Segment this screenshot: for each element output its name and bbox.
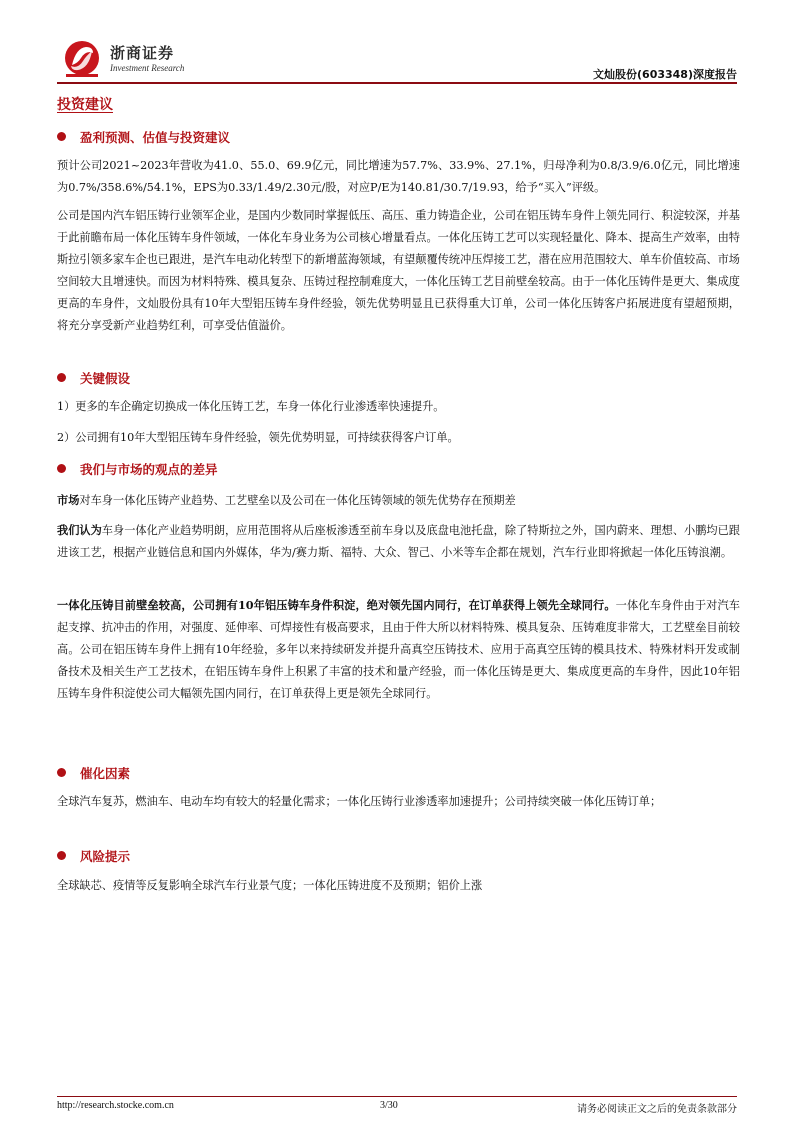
paragraph-company-overview: 公司是国内汽车铝压铸行业领军企业，是国内少数同时掌握低压、高压、重力铸造企业，公司在铝压铸车身件上领先同行、积淀较深，并基于此前瞻布局一体化压铸车身件领域，一体化车身业务为公司核心增量看点。一体化压铸工艺可以实现轻量化、降本、提高生产效率，由特斯拉引领多家车企也已跟进，是汽车电动化转型下的新增蓝海领域，有望颠覆传统冲压焊接工艺，潜在应用范围较大、单车价值较高、市场空间较大且增速快。而因为材料特殊、模具复杂、压铸过程控制难度大，一体化压铸工艺目前壁垒较高。由于一体化压铸件是更大、集成度更高的车身件，文灿股份具有10年大型铝压铸车身件经验，领先优势明显且已获得重大订单，公司一体化压铸客户拓展进度有望超预期，将充分享受新产业趋势红利，可享受估值溢价。 xyxy=(57,209,740,332)
footer-url-link[interactable]: http://research.stocke.com.cn xyxy=(57,1100,174,1111)
bullet-dot-icon xyxy=(57,768,66,777)
heading-catalysts: 催化因素 xyxy=(57,764,130,782)
market-label: 市场 xyxy=(57,493,80,507)
section-title: 投资建议 xyxy=(57,97,113,113)
logo-english-name: Investment Research xyxy=(110,63,185,73)
paragraph-our-view: 我们认为车身一体化产业趋势明朗，应用范围将从后座板渗透至前车身以及底盘电池托盘，除了特斯拉之外，国内蔚来、理想、小鹏均已跟进该工艺，根据产业链信息和国内外媒体，华为/赛力斯、福特、大众、智己、小米等车企都在规划，汽车行业即将掀起一体化压铸浪潮。 xyxy=(57,523,740,559)
paragraph-market-view: 市场对车身一体化压铸产业趋势、工艺壁垒以及公司在一体化压铸领域的领先优势存在预期差 xyxy=(57,493,516,507)
report-title: 文灿股份(603348)深度报告 xyxy=(593,68,737,81)
header-divider xyxy=(57,82,737,84)
heading-risks: 风险提示 xyxy=(57,847,130,865)
disclaimer-note: 请务必阅读正文之后的免责条款部分 xyxy=(577,1104,737,1115)
heading-assumptions: 关键假设 xyxy=(57,369,130,387)
company-logo xyxy=(60,38,210,80)
paragraph-forecast: 预计公司2021~2023年营收为41.0、55.0、69.9亿元，同比增速为57.7%、33.9%、27.1%，归母净利为0.8/3.9/6.0亿元，同比增速为0.7%/358.6%/54.1%，EPS为0.33/1.49/2.30元/股，对应P/E为140.81/30.7/19.93，给予“买入”评级。 xyxy=(57,159,740,194)
bullet-dot-icon xyxy=(57,464,66,473)
heading-difference: 我们与市场的观点的差异 xyxy=(57,460,218,478)
logo-chinese-name: 浙商证券 xyxy=(110,44,175,62)
bullet-dot-icon xyxy=(57,132,66,141)
paragraph-catalysts: 全球汽车复苏，燃油车、电动车均有较大的轻量化需求；一体化压铸行业渗透率加速提升；公司持续突破一体化压铸订单； xyxy=(57,795,662,808)
our-view-label: 我们认为 xyxy=(57,523,102,537)
barriers-lead: 一体化压铸目前壁垒较高，公司拥有10年铝压铸车身件积淀，绝对领先国内同行，在订单获得上领先全球同行。 xyxy=(57,598,616,612)
assumption-item: 1）更多的车企确定切换成一体化压铸工艺，车身一体化行业渗透率快速提升。 xyxy=(57,400,445,413)
logo-emblem-icon xyxy=(60,38,104,80)
paragraph-risks: 全球缺芯、疫情等反复影响全球汽车行业景气度；一体化压铸进度不及预期；铝价上涨 xyxy=(57,879,483,892)
page-number: 3/30 xyxy=(380,1100,398,1111)
heading-forecast: 盈利预测、估值与投资建议 xyxy=(57,128,230,146)
footer-divider xyxy=(57,1096,737,1097)
bullet-dot-icon xyxy=(57,373,66,382)
paragraph-barriers: 一体化压铸目前壁垒较高，公司拥有10年铝压铸车身件积淀，绝对领先国内同行，在订单获得上领先全球同行。一体化车身件由于对汽车起支撑、抗冲击的作用，对强度、延伸率、可焊接性有极高要求，且由于件大所以材料特殊、模具复杂、压铸难度非常大，工艺壁垒目前较高。公司在铝压铸车身件上拥有10年经验，多年以来持续研发并提升高真空压铸技术、应用于高真空压铸的模具技术、特殊材料开发或制备技术及相关生产工艺技术，在铝压铸车身件上积累了丰富的技术和量产经验，而一体化压铸是更大、集成度更高的车身件，因此10年铝压铸车身件积淀使公司大幅领先国内同行，在订单获得上更是领先全球同行。 xyxy=(57,598,740,700)
assumption-item: 2）公司拥有10年大型铝压铸车身件经验，领先优势明显，可持续获得客户订单。 xyxy=(57,431,459,444)
bullet-dot-icon xyxy=(57,851,66,860)
